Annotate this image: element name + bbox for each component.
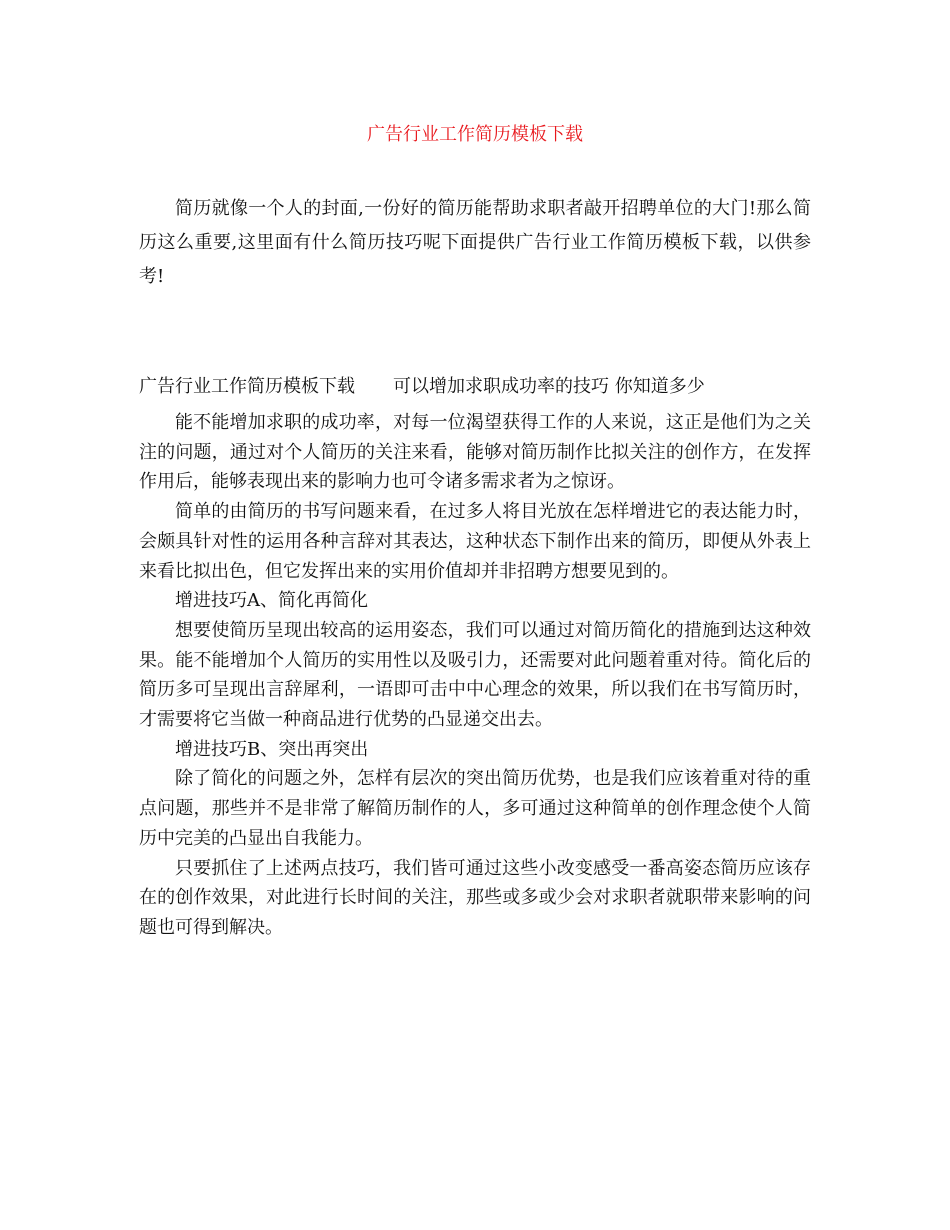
body-text	[139, 408, 811, 943]
page-title: 广告行业工作简历模板下载	[367, 124, 583, 145]
section-heading-a: 增进技巧A、简化再简化	[175, 590, 368, 612]
paragraph-4: 除了简化的问题之外，怎样有层次的突出简历优势，也是我们应该着重对待的重点问题，那些并不是非常了解简历制作的人，多可通过这种简单的创作理念使个人简历中完美的凸显出自我能力。	[139, 768, 811, 849]
subheading-right: 可以增加求职成功率的技巧 你知道多少	[393, 376, 705, 397]
intro-paragraph: 简历就像一个人的封面,一份好的简历能帮助求职者敲开招聘单位的大门!那么简历这么重要,这里面有什么简历技巧呢下面提供广告行业工作简历模板下载，以供参考!	[139, 198, 811, 287]
paragraph-1: 能不能增加求职的成功率，对每一位渴望获得工作的人来说，这正是他们为之关注的问题，通过对个人简历的关注来看，能够对简历制作比拟关注的创作方，在发挥作用后，能够表现出来的影响力也可令诸多需求者为之惊讶。	[139, 412, 811, 493]
paragraph-5: 只要抓住了上述两点技巧，我们皆可通过这些小改变感受一番高姿态简历应该存在的创作效果，对此进行长时间的关注，那些或多或少会对求职者就职带来影响的问题也可得到解决。	[139, 857, 811, 938]
section-heading-b: 增进技巧B、突出再突出	[175, 738, 369, 760]
paragraph-2: 简单的由简历的书写问题来看，在过多人将目光放在怎样增进它的表达能力时，会颇具针对性的运用各种言辞对其表达，这种状态下制作出来的简历，即便从外表上来看比拟出色，但它发挥出来的实用价值却并非招聘方想要见到的。	[139, 501, 811, 582]
paragraph-3: 想要使简历呈现出较高的运用姿态，我们可以通过对简历简化的措施到达这种效果。能不能增加个人简历的实用性以及吸引力，还需要对此问题着重对待。简化后的简历多可呈现出言辞犀利，一语即可击中中心理念的效果，所以我们在书写简历时，才需要将它当做一种商品进行优势的凸显递交出去。	[139, 619, 811, 731]
subheading-left: 广告行业工作简历模板下载	[139, 376, 355, 397]
subheading	[139, 373, 811, 401]
